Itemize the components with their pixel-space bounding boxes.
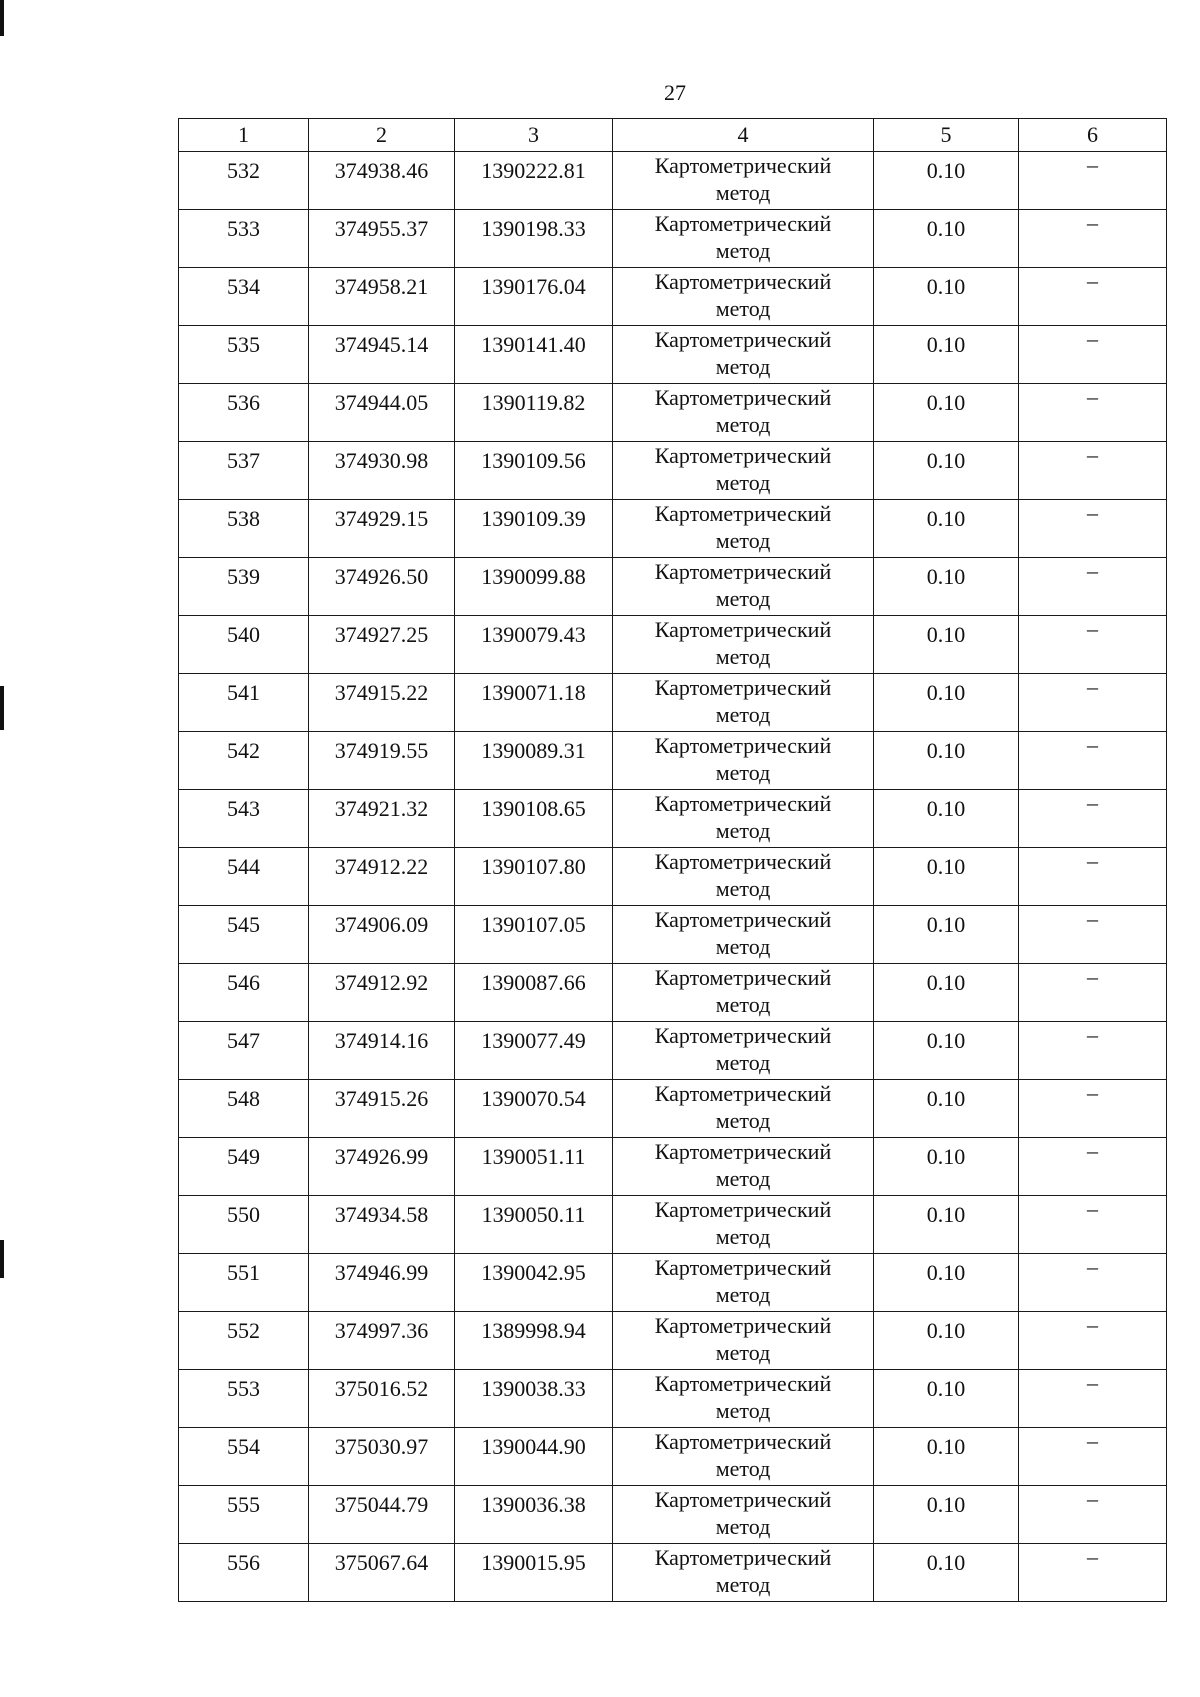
- scan-edge-mark-middle: [0, 686, 4, 730]
- method-line-1: Картометрический: [654, 385, 832, 410]
- point-number-cell: 556: [179, 1544, 309, 1602]
- note-cell: –: [1019, 674, 1167, 732]
- x-coordinate-cell: 374926.50: [309, 558, 455, 616]
- column-header: 4: [613, 119, 874, 152]
- method-line-1: Картометрический: [654, 849, 832, 874]
- y-coordinate-cell: 1390015.95: [455, 1544, 613, 1602]
- x-coordinate-cell: 374914.16: [309, 1022, 455, 1080]
- note-cell: –: [1019, 210, 1167, 268]
- point-number-cell: 536: [179, 384, 309, 442]
- point-number-cell: 533: [179, 210, 309, 268]
- note-cell: –: [1019, 1312, 1167, 1370]
- method-line-2: метод: [715, 470, 771, 495]
- point-number-cell: 539: [179, 558, 309, 616]
- note-cell: –: [1019, 500, 1167, 558]
- page-number: 27: [664, 80, 686, 105]
- method-cell: [613, 1254, 874, 1312]
- note-cell: –: [1019, 1254, 1167, 1312]
- method-line-2: метод: [715, 238, 771, 263]
- method-line-2: метод: [715, 412, 771, 437]
- method-cell: [613, 1544, 874, 1602]
- note-cell: –: [1019, 1370, 1167, 1428]
- accuracy-cell: 0.10: [874, 210, 1019, 268]
- method-line-2: метод: [715, 1572, 771, 1597]
- y-coordinate-cell: 1390070.54: [455, 1080, 613, 1138]
- point-number-cell: 553: [179, 1370, 309, 1428]
- method-line-1: Картометрический: [654, 443, 832, 468]
- method-cell: [613, 674, 874, 732]
- method-line-1: Картометрический: [654, 1371, 832, 1396]
- point-number-cell: 540: [179, 616, 309, 674]
- note-cell: –: [1019, 790, 1167, 848]
- x-coordinate-cell: 374915.26: [309, 1080, 455, 1138]
- y-coordinate-cell: 1390038.33: [455, 1370, 613, 1428]
- method-cell: [613, 1022, 874, 1080]
- method-line-2: метод: [715, 876, 771, 901]
- point-number-cell: 543: [179, 790, 309, 848]
- table-row: [179, 906, 1167, 964]
- method-line-2: метод: [715, 1340, 771, 1365]
- method-line-1: Картометрический: [654, 907, 832, 932]
- table-row: [179, 1544, 1167, 1602]
- method-line-2: метод: [715, 760, 771, 785]
- y-coordinate-cell: 1390176.04: [455, 268, 613, 326]
- accuracy-cell: 0.10: [874, 1138, 1019, 1196]
- method-cell: [613, 906, 874, 964]
- note-cell: –: [1019, 1022, 1167, 1080]
- note-cell: –: [1019, 326, 1167, 384]
- method-line-2: метод: [715, 1224, 771, 1249]
- coordinates-table: [178, 118, 1167, 1602]
- method-line-1: Картометрический: [654, 1487, 832, 1512]
- note-cell: –: [1019, 1428, 1167, 1486]
- scan-edge-mark-bottom: [0, 1240, 4, 1278]
- x-coordinate-cell: 374919.55: [309, 732, 455, 790]
- method-line-2: метод: [715, 1456, 771, 1481]
- accuracy-cell: 0.10: [874, 964, 1019, 1022]
- accuracy-cell: 0.10: [874, 1312, 1019, 1370]
- method-line-1: Картометрический: [654, 269, 832, 294]
- method-cell: [613, 1312, 874, 1370]
- point-number-cell: 532: [179, 152, 309, 210]
- accuracy-cell: 0.10: [874, 674, 1019, 732]
- accuracy-cell: 0.10: [874, 268, 1019, 326]
- method-line-2: метод: [715, 180, 771, 205]
- method-line-2: метод: [715, 586, 771, 611]
- y-coordinate-cell: 1390141.40: [455, 326, 613, 384]
- table-row: [179, 1022, 1167, 1080]
- accuracy-cell: 0.10: [874, 326, 1019, 384]
- method-line-1: Картометрический: [654, 1429, 832, 1454]
- accuracy-cell: 0.10: [874, 500, 1019, 558]
- y-coordinate-cell: 1390036.38: [455, 1486, 613, 1544]
- x-coordinate-cell: 374944.05: [309, 384, 455, 442]
- x-coordinate-cell: 375016.52: [309, 1370, 455, 1428]
- table-row: [179, 1196, 1167, 1254]
- x-coordinate-cell: 374930.98: [309, 442, 455, 500]
- method-cell: [613, 442, 874, 500]
- y-coordinate-cell: 1390044.90: [455, 1428, 613, 1486]
- method-line-1: Картометрический: [654, 211, 832, 236]
- point-number-cell: 551: [179, 1254, 309, 1312]
- note-cell: –: [1019, 1544, 1167, 1602]
- point-number-cell: 550: [179, 1196, 309, 1254]
- y-coordinate-cell: 1389998.94: [455, 1312, 613, 1370]
- point-number-cell: 555: [179, 1486, 309, 1544]
- method-line-2: метод: [715, 1282, 771, 1307]
- point-number-cell: 545: [179, 906, 309, 964]
- y-coordinate-cell: 1390222.81: [455, 152, 613, 210]
- x-coordinate-cell: 374921.32: [309, 790, 455, 848]
- method-line-1: Картометрический: [654, 791, 832, 816]
- y-coordinate-cell: 1390107.80: [455, 848, 613, 906]
- method-line-2: метод: [715, 1398, 771, 1423]
- note-cell: –: [1019, 268, 1167, 326]
- column-header: 3: [455, 119, 613, 152]
- y-coordinate-cell: 1390079.43: [455, 616, 613, 674]
- table-row: [179, 1428, 1167, 1486]
- note-cell: –: [1019, 1138, 1167, 1196]
- point-number-cell: 537: [179, 442, 309, 500]
- note-cell: –: [1019, 1080, 1167, 1138]
- accuracy-cell: 0.10: [874, 616, 1019, 674]
- method-line-1: Картометрический: [654, 1197, 832, 1222]
- column-header: 2: [309, 119, 455, 152]
- accuracy-cell: 0.10: [874, 1370, 1019, 1428]
- x-coordinate-cell: 374915.22: [309, 674, 455, 732]
- point-number-cell: 541: [179, 674, 309, 732]
- method-cell: [613, 790, 874, 848]
- method-cell: [613, 500, 874, 558]
- note-cell: –: [1019, 1486, 1167, 1544]
- accuracy-cell: 0.10: [874, 1486, 1019, 1544]
- x-coordinate-cell: 374934.58: [309, 1196, 455, 1254]
- note-cell: –: [1019, 906, 1167, 964]
- method-cell: [613, 268, 874, 326]
- method-line-2: метод: [715, 1514, 771, 1539]
- table-row: [179, 442, 1167, 500]
- method-line-1: Картометрический: [654, 617, 832, 642]
- accuracy-cell: 0.10: [874, 558, 1019, 616]
- table-row: [179, 1312, 1167, 1370]
- note-cell: –: [1019, 964, 1167, 1022]
- accuracy-cell: 0.10: [874, 1196, 1019, 1254]
- y-coordinate-cell: 1390071.18: [455, 674, 613, 732]
- method-line-1: Картометрический: [654, 1081, 832, 1106]
- method-cell: [613, 1196, 874, 1254]
- x-coordinate-cell: 375030.97: [309, 1428, 455, 1486]
- point-number-cell: 549: [179, 1138, 309, 1196]
- x-coordinate-cell: 374906.09: [309, 906, 455, 964]
- method-line-1: Картометрический: [654, 965, 832, 990]
- scan-edge-mark-top: [0, 0, 4, 36]
- method-line-2: метод: [715, 296, 771, 321]
- method-cell: [613, 210, 874, 268]
- table-row: [179, 732, 1167, 790]
- table-row: [179, 1254, 1167, 1312]
- method-cell: [613, 1428, 874, 1486]
- y-coordinate-cell: 1390109.39: [455, 500, 613, 558]
- method-line-1: Картометрический: [654, 1313, 832, 1338]
- point-number-cell: 535: [179, 326, 309, 384]
- point-number-cell: 547: [179, 1022, 309, 1080]
- accuracy-cell: 0.10: [874, 790, 1019, 848]
- table-row: [179, 1486, 1167, 1544]
- method-line-1: Картометрический: [654, 1545, 832, 1570]
- table-row: [179, 848, 1167, 906]
- method-line-1: Картометрический: [654, 733, 832, 758]
- method-line-2: метод: [715, 934, 771, 959]
- method-cell: [613, 152, 874, 210]
- method-cell: [613, 848, 874, 906]
- x-coordinate-cell: 375067.64: [309, 1544, 455, 1602]
- method-cell: [613, 1370, 874, 1428]
- x-coordinate-cell: 375044.79: [309, 1486, 455, 1544]
- method-cell: [613, 616, 874, 674]
- note-cell: –: [1019, 1196, 1167, 1254]
- method-line-2: метод: [715, 354, 771, 379]
- column-header: 5: [874, 119, 1019, 152]
- point-number-cell: 544: [179, 848, 309, 906]
- table-row: [179, 674, 1167, 732]
- x-coordinate-cell: 374926.99: [309, 1138, 455, 1196]
- method-cell: [613, 732, 874, 790]
- y-coordinate-cell: 1390042.95: [455, 1254, 613, 1312]
- y-coordinate-cell: 1390050.11: [455, 1196, 613, 1254]
- method-cell: [613, 326, 874, 384]
- note-cell: –: [1019, 384, 1167, 442]
- method-line-2: метод: [715, 528, 771, 553]
- note-cell: –: [1019, 558, 1167, 616]
- table-row: [179, 268, 1167, 326]
- note-cell: –: [1019, 848, 1167, 906]
- table-row: [179, 152, 1167, 210]
- point-number-cell: 534: [179, 268, 309, 326]
- accuracy-cell: 0.10: [874, 152, 1019, 210]
- method-cell: [613, 1080, 874, 1138]
- accuracy-cell: 0.10: [874, 442, 1019, 500]
- table-body: [179, 152, 1167, 1602]
- point-number-cell: 542: [179, 732, 309, 790]
- y-coordinate-cell: 1390089.31: [455, 732, 613, 790]
- accuracy-cell: 0.10: [874, 906, 1019, 964]
- method-line-1: Картометрический: [654, 1255, 832, 1280]
- table-row: [179, 616, 1167, 674]
- note-cell: –: [1019, 616, 1167, 674]
- method-line-2: метод: [715, 1050, 771, 1075]
- method-cell: [613, 384, 874, 442]
- x-coordinate-cell: 374938.46: [309, 152, 455, 210]
- x-coordinate-cell: 374929.15: [309, 500, 455, 558]
- accuracy-cell: 0.10: [874, 384, 1019, 442]
- point-number-cell: 538: [179, 500, 309, 558]
- x-coordinate-cell: 374927.25: [309, 616, 455, 674]
- table-row: [179, 558, 1167, 616]
- table-row: [179, 1370, 1167, 1428]
- accuracy-cell: 0.10: [874, 848, 1019, 906]
- column-header: 6: [1019, 119, 1167, 152]
- method-cell: [613, 558, 874, 616]
- method-line-1: Картометрический: [654, 501, 832, 526]
- point-number-cell: 546: [179, 964, 309, 1022]
- method-line-1: Картометрический: [654, 153, 832, 178]
- table-row: [179, 790, 1167, 848]
- y-coordinate-cell: 1390119.82: [455, 384, 613, 442]
- y-coordinate-cell: 1390107.05: [455, 906, 613, 964]
- x-coordinate-cell: 374955.37: [309, 210, 455, 268]
- column-header: 1: [179, 119, 309, 152]
- point-number-cell: 548: [179, 1080, 309, 1138]
- note-cell: –: [1019, 442, 1167, 500]
- table-row: [179, 384, 1167, 442]
- y-coordinate-cell: 1390198.33: [455, 210, 613, 268]
- y-coordinate-cell: 1390109.56: [455, 442, 613, 500]
- method-cell: [613, 1486, 874, 1544]
- method-line-2: метод: [715, 1166, 771, 1191]
- table-header-row: [179, 119, 1167, 152]
- accuracy-cell: 0.10: [874, 1428, 1019, 1486]
- point-number-cell: 552: [179, 1312, 309, 1370]
- x-coordinate-cell: 374945.14: [309, 326, 455, 384]
- accuracy-cell: 0.10: [874, 1022, 1019, 1080]
- method-line-2: метод: [715, 818, 771, 843]
- table-row: [179, 964, 1167, 1022]
- accuracy-cell: 0.10: [874, 1544, 1019, 1602]
- method-line-1: Картометрический: [654, 559, 832, 584]
- method-line-2: метод: [715, 644, 771, 669]
- method-line-2: метод: [715, 992, 771, 1017]
- method-cell: [613, 964, 874, 1022]
- point-number-cell: 554: [179, 1428, 309, 1486]
- method-cell: [613, 1138, 874, 1196]
- table-row: [179, 500, 1167, 558]
- note-cell: –: [1019, 152, 1167, 210]
- y-coordinate-cell: 1390077.49: [455, 1022, 613, 1080]
- accuracy-cell: 0.10: [874, 1254, 1019, 1312]
- method-line-1: Картометрический: [654, 675, 832, 700]
- y-coordinate-cell: 1390051.11: [455, 1138, 613, 1196]
- method-line-2: метод: [715, 1108, 771, 1133]
- x-coordinate-cell: 374912.92: [309, 964, 455, 1022]
- accuracy-cell: 0.10: [874, 1080, 1019, 1138]
- method-line-1: Картометрический: [654, 1023, 832, 1048]
- note-cell: –: [1019, 732, 1167, 790]
- x-coordinate-cell: 374912.22: [309, 848, 455, 906]
- y-coordinate-cell: 1390099.88: [455, 558, 613, 616]
- y-coordinate-cell: 1390087.66: [455, 964, 613, 1022]
- y-coordinate-cell: 1390108.65: [455, 790, 613, 848]
- method-line-1: Картометрический: [654, 327, 832, 352]
- x-coordinate-cell: 374997.36: [309, 1312, 455, 1370]
- x-coordinate-cell: 374946.99: [309, 1254, 455, 1312]
- method-line-2: метод: [715, 702, 771, 727]
- accuracy-cell: 0.10: [874, 732, 1019, 790]
- table-row: [179, 1080, 1167, 1138]
- table-row: [179, 1138, 1167, 1196]
- table-row: [179, 210, 1167, 268]
- method-line-1: Картометрический: [654, 1139, 832, 1164]
- table-row: [179, 326, 1167, 384]
- x-coordinate-cell: 374958.21: [309, 268, 455, 326]
